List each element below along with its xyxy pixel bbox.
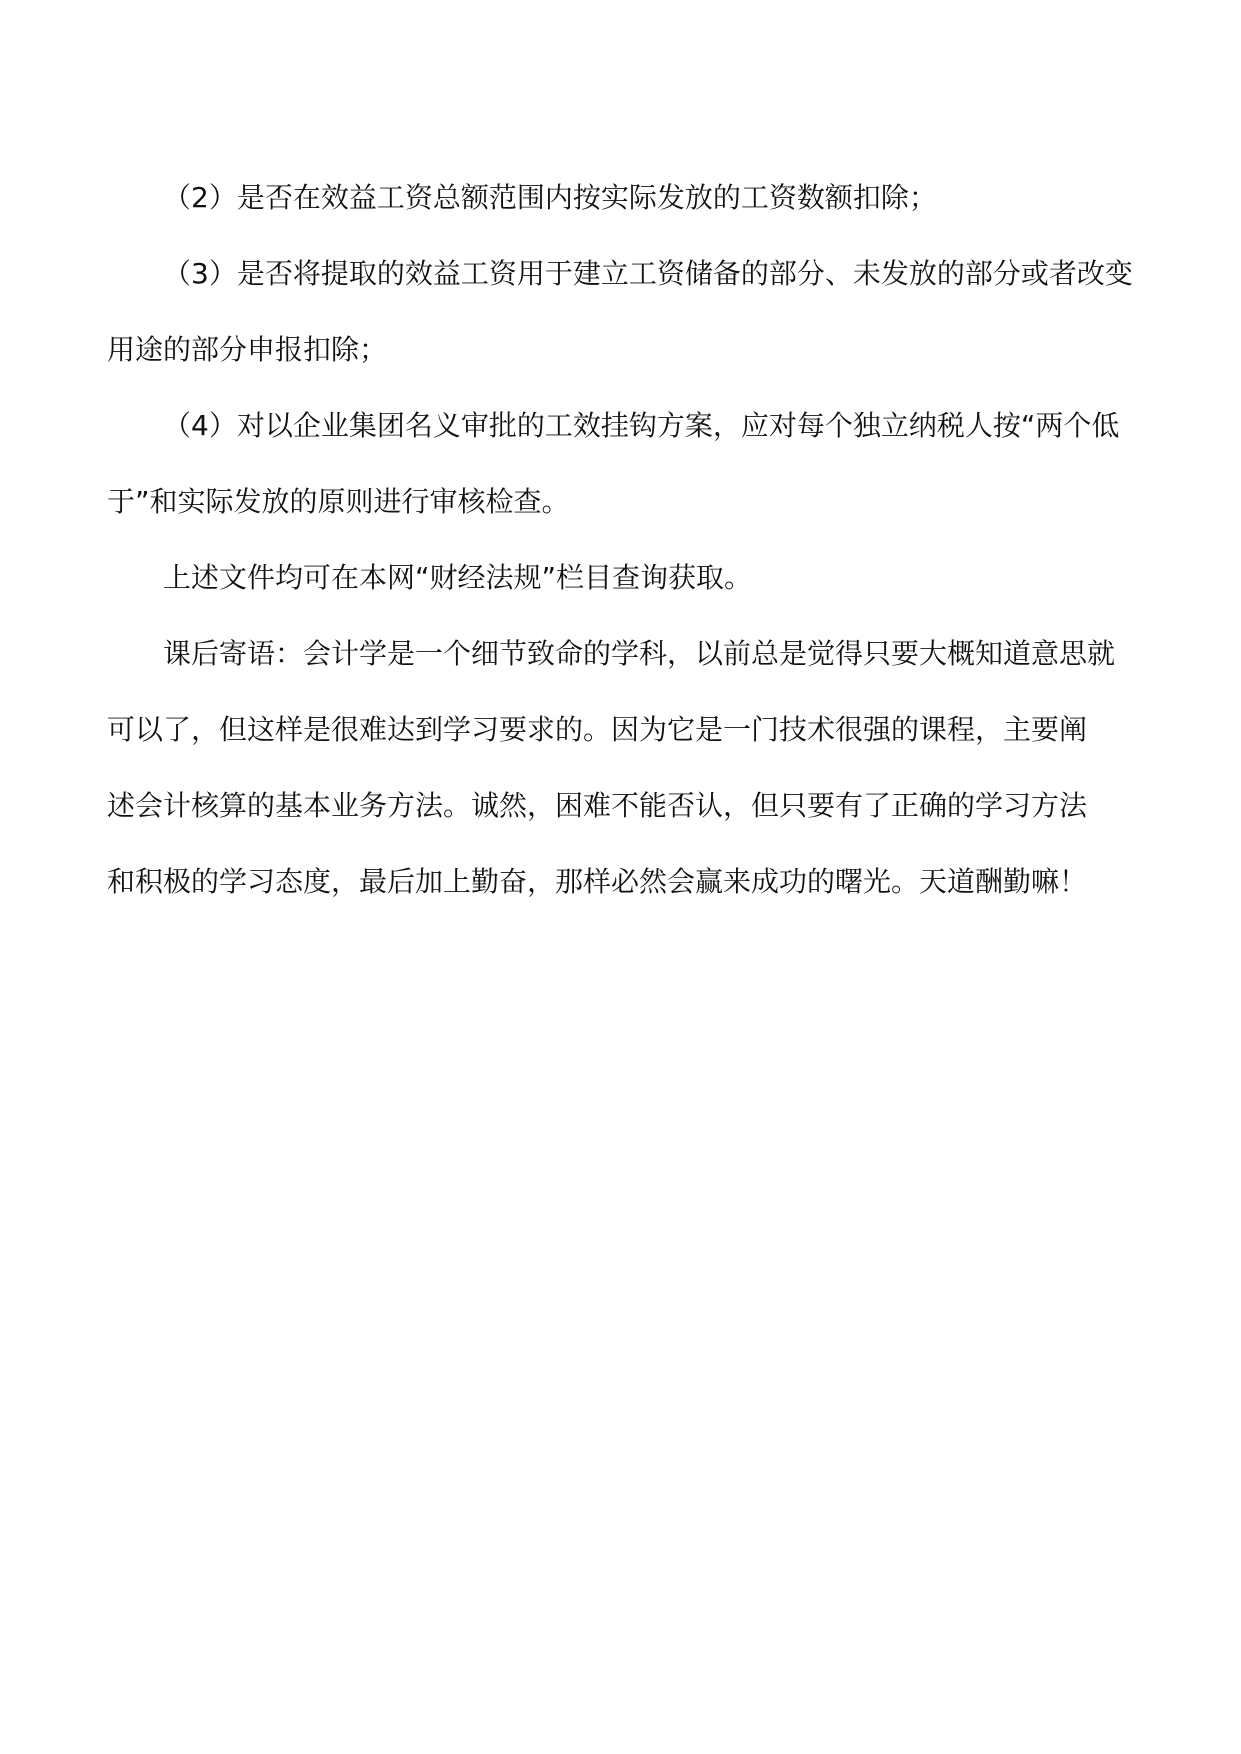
text-line: 用途的部分申报扣除； [107,333,388,366]
paragraph-item-3 [107,236,1139,388]
text-line: 上述文件均可在本网“财经法规”栏目查询获取。 [163,561,753,594]
paragraph-item-2 [107,160,1139,236]
paragraph-note [107,540,1139,616]
paragraph-item-4 [107,388,1139,540]
text-line: 可以了，但这样是很难达到学习要求的。因为它是一门技术很强的课程，主要阐 [107,713,1088,746]
text-line: （4）对以企业集团名义审批的工效挂钩方案，应对每个独立纳税人按“两个低 [163,409,1120,442]
text-line: （2）是否在效益工资总额范围内按实际发放的工资数额扣除； [163,181,937,214]
text-line: 和积极的学习态度，最后加上勤奋，那样必然会赢来成功的曙光。天道酬勤嘛！ [107,865,1088,898]
text-line: 于”和实际发放的原则进行审核检查。 [107,485,570,518]
document-body [107,160,1139,920]
text-line: 课后寄语：会计学是一个细节致命的学科，以前总是觉得只要大概知道意思就 [163,637,1116,670]
text-line: 述会计核算的基本业务方法。诚然，困难不能否认，但只要有了正确的学习方法 [107,789,1088,822]
text-line: （3）是否将提取的效益工资用于建立工资储备的部分、未发放的部分或者改变 [163,257,1133,290]
paragraph-afterword [107,616,1139,920]
